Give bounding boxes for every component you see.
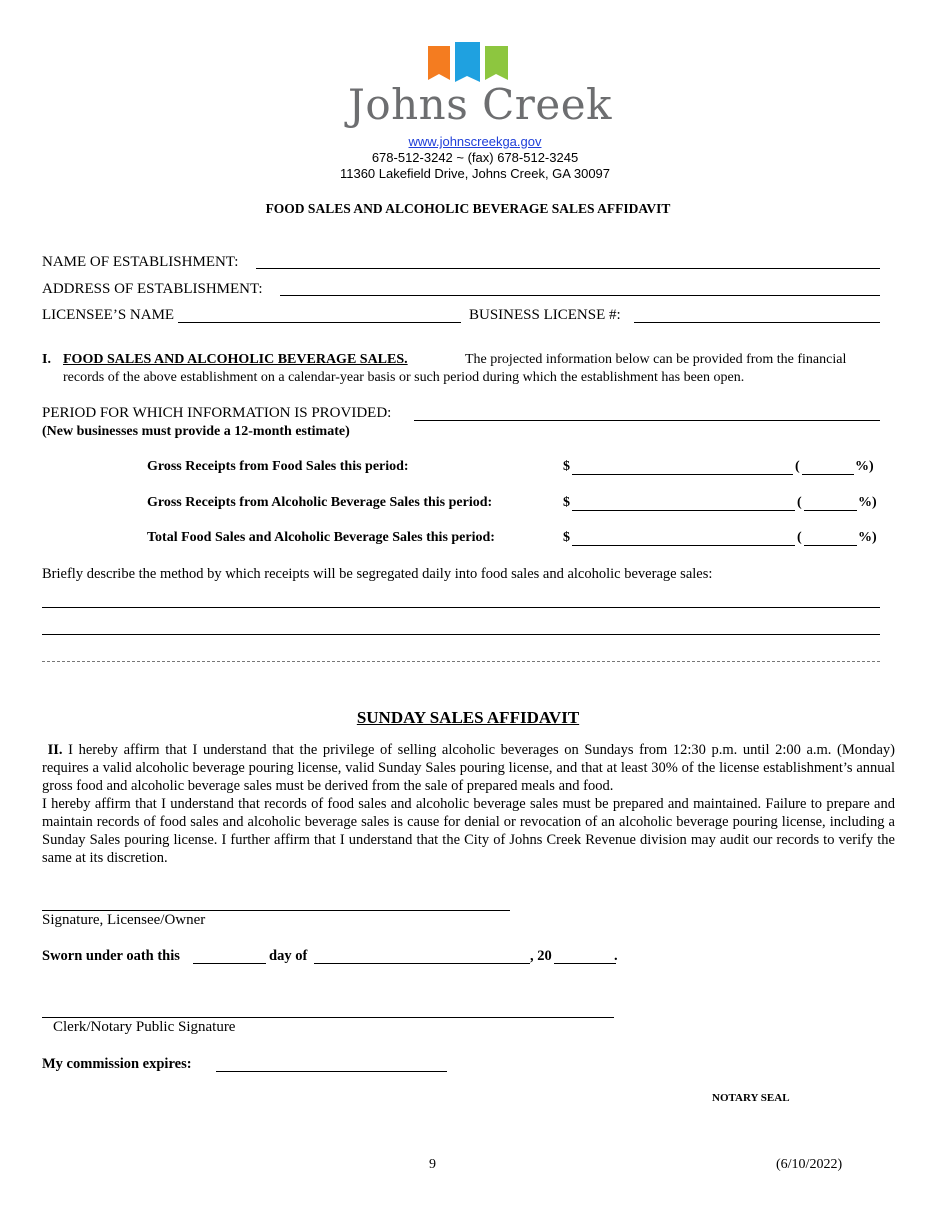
alcohol-sales-dollar: $: [563, 495, 570, 510]
sworn-month-field[interactable]: [314, 963, 530, 964]
describe-line-3[interactable]: [42, 661, 880, 662]
period-field[interactable]: [414, 420, 880, 421]
website-link[interactable]: www.johnscreekga.gov: [408, 134, 542, 149]
total-sales-amount-field[interactable]: [572, 545, 795, 546]
sworn-year-field[interactable]: [554, 963, 616, 964]
logo-wordmark: Johns Creek: [348, 80, 613, 129]
food-sales-paren: (: [795, 459, 800, 474]
food-sales-amount-field[interactable]: [572, 474, 793, 475]
total-sales-paren: (: [797, 530, 802, 545]
clerk-signature-line[interactable]: [42, 1017, 614, 1018]
year-prefix: , 20: [530, 948, 552, 964]
section-i-numeral: I.: [42, 352, 51, 367]
johns-creek-logo: [340, 38, 613, 138]
licensee-signature-line[interactable]: [42, 910, 510, 911]
notary-seal-label: NOTARY SEAL: [712, 1092, 790, 1104]
clerk-signature-label: Clerk/Notary Public Signature: [53, 1019, 236, 1035]
period-label: PERIOD FOR WHICH INFORMATION IS PROVIDED:: [42, 405, 392, 421]
business-license-field[interactable]: [634, 322, 880, 323]
section-i-text-line1: The projected information below can be provided from the financial: [465, 352, 847, 367]
sunday-heading: SUNDAY SALES AFFIDAVIT: [356, 708, 580, 727]
day-of-label: day of: [269, 948, 308, 964]
alcohol-sales-percent-field[interactable]: [804, 510, 857, 511]
alcohol-sales-label: Gross Receipts from Alcoholic Beverage Sales this period:: [147, 495, 493, 510]
sworn-period: .: [614, 948, 618, 964]
sunday-paragraph-2: I hereby affirm that I understand that records of food sales and alcoholic beverage sales must be prepared and maintained. Failure to prepare and maintain records of food sales and alcoholic beverage sales is cause for denial or revocation of an alcoholic beverage pouring license, including a Sunday Sales pouring license. I further affirm that I understand that the City of Johns Creek Revenue division may audit our records to verify the same at its discretion.: [42, 796, 895, 866]
sunday-paragraph-1: [42, 741, 895, 795]
section-i-heading: FOOD SALES AND ALCOHOLIC BEVERAGE SALES.: [63, 352, 408, 367]
total-sales-dollar: $: [563, 530, 570, 545]
section-ii-numeral: II.: [47, 742, 63, 758]
licensee-signature-label: Signature, Licensee/Owner: [42, 912, 206, 928]
food-sales-percent-sign: %): [855, 459, 874, 474]
phone-line: 678-512-3242 ~ (fax) 678-512-3245: [371, 150, 579, 165]
total-sales-percent-field[interactable]: [804, 545, 857, 546]
food-sales-percent-field[interactable]: [802, 474, 854, 475]
describe-line-1[interactable]: [42, 607, 880, 608]
alcohol-sales-paren: (: [797, 495, 802, 510]
licensee-name-field[interactable]: [178, 322, 461, 323]
describe-line-2[interactable]: [42, 634, 880, 635]
period-note: (New businesses must provide a 12-month estimate): [42, 424, 350, 439]
address-of-establishment-field[interactable]: [280, 295, 880, 296]
website-link-row: [275, 134, 675, 149]
document-title: FOOD SALES AND ALCOHOLIC BEVERAGE SALES AFFIDAVIT: [265, 201, 671, 216]
describe-prompt: Briefly describe the method by which receipts will be segregated daily into food sales and alcoholic beverage sales:: [42, 566, 713, 582]
food-sales-dollar: $: [563, 459, 570, 474]
page-number: 9: [429, 1157, 436, 1172]
total-sales-percent-sign: %): [858, 530, 877, 545]
business-license-label: BUSINESS LICENSE #:: [469, 307, 621, 323]
food-sales-label: Gross Receipts from Food Sales this period:: [147, 459, 409, 474]
section-i-text-line2: records of the above establishment on a calendar-year basis or such period during which the establishment has been open.: [63, 370, 745, 385]
sunday-para1-text: I hereby affirm that I understand that the privilege of selling alcoholic beverages on Sundays from 12:30 p.m. until 2:00 a.m. (Monday) requires a valid alcoholic beverage pouring license, valid Sunday Sales pouring license, and that at least 30% of the license establishment’s annual gross food and alcoholic beverage sales must be derived from the sale of prepared meals and food.: [42, 742, 896, 794]
total-sales-label: Total Food Sales and Alcoholic Beverage Sales this period:: [147, 530, 495, 545]
licensee-name-label: LICENSEE’S NAME: [42, 307, 175, 323]
sworn-day-field[interactable]: [193, 963, 266, 964]
revision-date: (6/10/2022): [776, 1157, 843, 1172]
sworn-prefix: Sworn under oath this: [42, 948, 180, 964]
alcohol-sales-percent-sign: %): [858, 495, 877, 510]
name-of-establishment-label: NAME OF ESTABLISHMENT:: [42, 254, 239, 270]
address-of-establishment-label: ADDRESS OF ESTABLISHMENT:: [42, 281, 263, 297]
commission-expires-field[interactable]: [216, 1071, 447, 1072]
name-of-establishment-field[interactable]: [256, 268, 880, 269]
address-line: 11360 Lakefield Drive, Johns Creek, GA 30097: [339, 166, 611, 181]
alcohol-sales-amount-field[interactable]: [572, 510, 795, 511]
commission-label: My commission expires:: [42, 1056, 192, 1072]
